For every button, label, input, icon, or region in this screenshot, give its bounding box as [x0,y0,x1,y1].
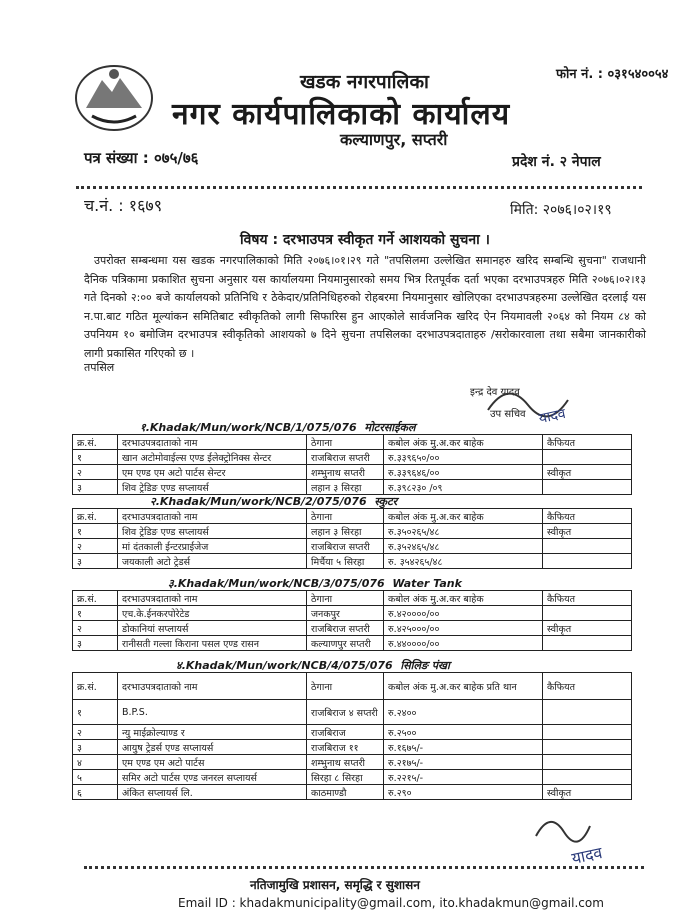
table-row: ३ जयकाली अटो ट्रेडर्स मिर्चैया ५ सिरहा रु. ३५४२६५/४८ [73,554,632,569]
province: प्रदेश नं. २ नेपाल [512,154,601,170]
table-header-row: क्र.सं. दरभाउपत्रदाताको नाम ठेगाना कबोल अंक मु.अ.कर बाहेक कैफियत [73,509,632,524]
subject-line: विषय : दरभाउपत्र स्वीकृत गर्ने आशयको सुचना । [240,232,490,248]
svg-text:यादव: यादव [569,843,604,869]
phone-number: फोन नं. : ०३१५४००५४ [556,67,669,82]
letter-date: मिति: २०७६।०२।१९ [510,202,612,218]
footer-motto: नतिजामुखि प्रशासन, समृद्धि र सुशासन [250,878,420,892]
reference-number: च.नं. : १६७९ [84,196,163,215]
table-header-row: क्र.सं. दरभाउपत्रदाताको नाम ठेगाना कबोल अंक मु.अ.कर बाहेक कैफियत [73,591,632,606]
signatory-title: उप सचिव [490,409,526,420]
table1-title: १.Khadak/Mun/work/NCB/1/075/076 मोटरसाईकल [140,421,416,434]
table-row: ४ एम एण्ड एम अटो पार्टस शम्भुनाथ सप्तरी रु.२१७५/- [73,755,632,770]
table-row: ३ आयुष ट्रेडर्स एण्ड सप्लायर्स राजबिराज ११ रु.१६७५/- [73,740,632,755]
svg-text:यादव: यादव [537,405,568,428]
body-paragraph: उपरोक्त सम्बन्धमा यस खडक नगरपालिकाको मिति २०७६।०१।२९ गते "तपसिलमा उल्लेखित समानहरु खरिद सम्बन्धि सुचना" राजधानी दैनिक पत्रिकामा प्रकाशित सुचना अनुसार यस कार्यालयमा नियमानुसारको समय भित्र रितपूर्वक दर्ता भएका दरभाउपत्रहरु मिति २०७६।०२।१३ गते दिनको २:०० बजे कार्यालयको प्रतिनिधि र ठेकेदार/प्रतिनिधिहरुको रोहबरमा नियमानुसार खोलिएका दरभाउपत्रहरुमा उल्लेखित दरलाई यस न.पा.बाट गठित मूल्यांकन समितिबाट स्वीकृतिको लागी सिफारिस हुन आएकोले सार्वजनिक खरिद ऐन नियमावली २०६४ को नियम ८४ को उपनियम १० बमोजिम दरभाउपत्र स्वीकृतिको आशयको ७ दिने सुचना तपसिलका दरभाउपत्रदाताहरु /सरोकारवाला तथा सबैमा जानकारीको लागी प्रकासित गरिएको छ । [84,254,646,360]
table4-title: ४.Khadak/Mun/work/NCB/4/075/076 सिलिङ पंखा [176,659,450,672]
table3-title: ३.Khadak/Mun/work/NCB/3/075/076 Water Tank [168,577,462,590]
table-header-row: क्र.सं. दरभाउपत्रदाताको नाम ठेगाना कबोल अंक मु.अ.कर बाहेक प्रति थान कैफियत [73,673,632,700]
header-divider [76,186,642,189]
table-row: २ न्यु माईक्रोल्याण्ड र राजबिराज रु.२५०० [73,725,632,740]
table-row: २ मां दंतकाली ईन्टरप्राईजेज राजबिराज सप्तरी रु.३५२४६५/४८ [73,539,632,554]
table-3 [72,590,632,651]
office-address: कल्याणपुर, सप्तरी [340,130,448,149]
footer-email: Email ID : khadakmunicipality@gmail.com, ito.khadakmun@gmail.com [178,896,604,910]
nepal-emblem-logo [72,58,156,132]
table-header-row: क्र.सं. दरभाउपत्रदाताको नाम ठेगाना कबोल अंक मु.अ.कर बाहेक कैफियत [73,435,632,450]
table-row: १ शिव ट्रेडिङ एण्ड सप्लायर्स लहान ३ सिरहा रु.३५०२६५/४८ स्वीकृत [73,524,632,539]
table-row: १ B.P.S. राजबिराज ४ सप्तरी रु.२४०० [73,700,632,725]
table-row: २ एम एण्ड एम अटो पार्टस सेन्टर शम्भुनाथ सप्तरी रु.३३९६४६/०० स्वीकृत [73,465,632,480]
table-row: ३ शिव ट्रेडिङ एण्ड सप्लायर्स लहान ३ सिरहा रु.३९८२३० /०९ [73,480,632,495]
table2-title: २.Khadak/Mun/work/NCB/2/075/076 स्कुटर [150,495,398,508]
page-number: पत्र संख्या : ०७५/७६ [84,149,199,167]
table-row: ६ अंकित सप्लायर्स लि. काठमाण्डौ रु.२९० स्वीकृत [73,785,632,800]
table-row: १ खान अटोमोवाईल्स एण्ड ईलेक्ट्रोनिक्स सेन्टर राजबिराज सप्तरी रु.३३९६५०/०० [73,450,632,465]
municipality-name: खडक नगरपालिका [300,71,429,93]
signatory-name: इन्द्र देव यादव [470,387,520,398]
table-row: ५ समिर अटो पार्टस एण्ड जनरल सप्लायर्स सिरहा ८ सिरहा रु.२२१५/- [73,770,632,785]
table-row: १ एच.के.ईनकरपोरेटेड जनकपुर रु.४२००००/०० [73,606,632,621]
table-4 [72,672,632,800]
footer-divider [84,866,644,869]
table-2 [72,508,632,569]
table-row: २ डोकानियां सप्लायर्स राजबिराज सप्तरी रु.४२५०००/०० स्वीकृत [73,621,632,636]
table-1 [72,434,632,495]
signature-stamp [478,370,678,430]
appendix-label: तपसिल [84,361,115,374]
table-row: ३ रानीसती गल्ला किराना पसल एण्ड रासन कल्याणपुर सप्तरी रु.४४००००/०० [73,636,632,651]
office-title: नगर कार्यपालिकाको कार्यालय [172,97,511,132]
